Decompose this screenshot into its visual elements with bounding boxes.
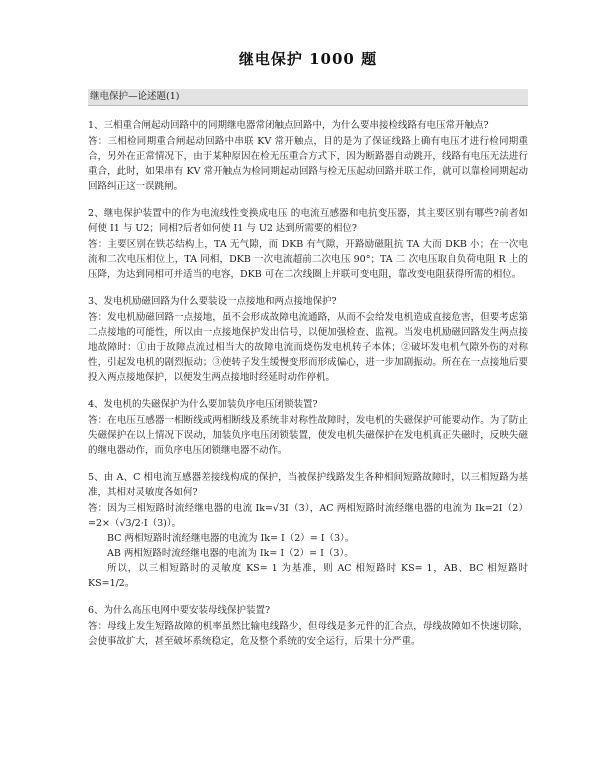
- section-heading: 继电保护—论述题(1): [88, 89, 528, 106]
- answer-text: 答：三相检同期重合闸起动回路中串联 KV 常开触点，目的是为了保证线路上确有电压才进行检同期重合，另外在正常情况下，由于某种原因在检无压重合方式下，因为断路器自动跳开，线路有电压无法进行重合，此时，如果串有 KV 常开触点为检同期起动回路与检无压起动回路并联工作，就可以靠检同期起动回路纠正这一误跳闸。: [88, 136, 528, 192]
- question-text: 6、为什么高压电网中要安装母线保护装置?: [88, 605, 271, 616]
- question-item-4: [88, 397, 528, 458]
- answer-line: AB 两相短路时流经继电器的电流为 Ik= I（2）= I（3）。: [107, 548, 354, 559]
- answer-text: 答：因为三相短路时流经继电器的电流 Ik=√3I（3），AC 两相短路时流经继电器的电流为 Ik=2I（2）=2×（√3/2·I（3)）。: [88, 503, 528, 529]
- answer-text: 答：发电机励磁回路一点接地，虽不会形成故障电流通路，从而不会给发电机造成直接危害，但要考虑第二点接地的可能性，所以由一点接地保护发出信号，以便加强检查、监视。当发电机励磁回路发生两点接地故障时：①由于故障点流过相当大的故障电流而烧伤发电机转子本体；②破坏发电机气隙外伤的对称性，引起发电机的剧烈振动；③使转子发生缓慢变形而形成偏心，进一步加剧振动。所在在一点接地后要投入两点接地保护，以便发生两点接地时经延时动作停机。: [88, 312, 528, 383]
- document-title: 继电保护 1000 题: [238, 50, 378, 68]
- question-text: 1、三相重合闸起动回路中的同期继电器常闭触点回路中，为什么要串接检线路有电压常开触点?: [88, 120, 489, 131]
- question-item-1: [88, 118, 528, 194]
- question-text: 2、继电保护装置中的作为电流线性变换成电压 的电流互感器和电抗变压器，其主要区别有哪些?前者如何使 I1 与 U2；同相?后者如何使 I1 与 U2 达到所需要的相位?: [88, 208, 528, 234]
- question-item-6: [88, 603, 528, 649]
- question-text: 5、由 A、C 相电流互感器差接线构成的保护，当被保护线路发生各种相间短路故障时，以三相短路为基准，其相对灵敏度各如何?: [88, 472, 528, 498]
- question-item-5: [88, 470, 528, 591]
- answer-line: 所以，以三相短路时的灵敏度 KS= 1 为基准，则 AC 相短路时 KS= 1，AB、BC 相短路时 KS=1/2。: [88, 563, 528, 589]
- question-item-3: [88, 294, 528, 385]
- question-text: 3、发电机励磁回路为什么要装设一点接地和两点接地保护?: [88, 296, 337, 307]
- question-item-2: [88, 206, 528, 282]
- answer-text: 答：在电压互感器一相断线或两相断线及系统非对称性故障时，发电机的失磁保护可能要动作。为了防止失磁保护在以上情况下误动，加装负序电压闭锁装置，使发电机失磁保护在发电机真正失磁时，反映失磁的继电器动作，而负序电压闭锁继电器不动作。: [88, 415, 528, 456]
- answer-text: 答：母线上发生短路故障的机率虽然比输电线路少，但母线是多元件的汇合点，母线故障如不快速切除，会使事故扩大，甚至破坏系统稳定，危及整个系统的安全运行，后果十分严重。: [88, 621, 528, 647]
- answer-line: BC 两相短路时流经继电器的电流为 Ik= I（2）= I（3）。: [107, 533, 355, 544]
- answer-text: 答：主要区别在铁芯结构上，TA 无气隙，而 DKB 有气隙，开路励磁阻抗 TA 大而 DKB 小；在一次电流和二次电压相位上，TA 同相，DKB 一次电流超前二次电压 90°；TA 二 次电压取自负荷电阻 R 上的压降，为达到同相可并适当的电容，DKB 可在二次线圈上并联可变电阻，靠改变电阻获得所需的相位。: [88, 239, 528, 280]
- question-text: 4、发电机的失磁保护为什么要加装负序电压闭锁装置?: [88, 399, 318, 410]
